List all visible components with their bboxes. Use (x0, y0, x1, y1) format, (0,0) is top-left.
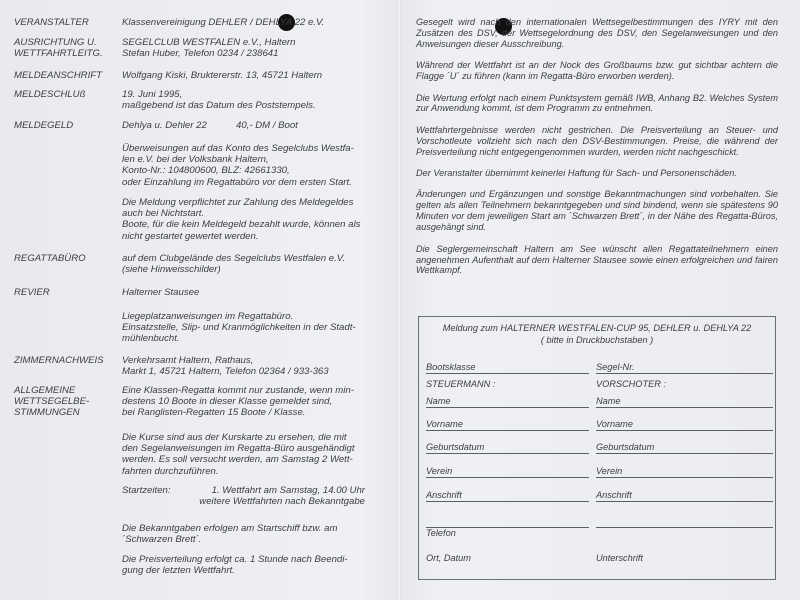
value-line: Boote, für die kein Meldegeld bezahlt wurde, können als (122, 219, 361, 231)
value-line: Einsatzstelle, Slip- und Kranmöglichkeiten in der Stadt- (122, 322, 356, 334)
row-value (122, 37, 390, 59)
field-label: Name (596, 396, 621, 406)
value-line: (siehe Hinweisschilder) (122, 264, 221, 276)
paragraph: Wettfahrtergebnisse werden nicht gestrichen. Die Preisverteilung an Steuer- und Vorschotleute vollzieht sich nach den DSV-Bestimmungen. Preise, die während der Preisverteilung nicht entgegengenommen wurden, werden nicht nachgeschickt. (416, 124, 778, 157)
field-label: Anschrift (426, 490, 462, 500)
fold-line (397, 0, 401, 600)
label-line: VERANSTALTER (14, 17, 89, 28)
row-label (14, 355, 114, 366)
field-label: Verein (596, 466, 623, 476)
label-line: ALLGEMEINE (14, 385, 76, 396)
phone-field[interactable] (426, 527, 589, 539)
row-label (14, 385, 114, 419)
helm-header: STEUERMANN : (426, 379, 496, 389)
field-label: Segel-Nr. (596, 362, 635, 372)
row-label (14, 70, 114, 81)
value-line: Startzeiten: (122, 485, 171, 496)
field-label: Telefon (426, 528, 456, 538)
paragraph: Die Seglergemeinschaft Haltern am See wünscht allen Regattateilnehmern einen angenehmen Aufenthalt auf dem Halterner Stausee sowie einen erfolgreichen und fairen Wettkampf. (416, 243, 778, 276)
value-line: gung der letzten Wettfahrt. (122, 565, 235, 577)
row-value (122, 287, 390, 298)
label-line: REGATTABÜRO (14, 253, 86, 264)
crew-vorname-field[interactable] (596, 418, 773, 431)
helm-vorname-field[interactable] (426, 418, 589, 431)
crew-verein-field[interactable] (596, 465, 773, 478)
value-line: 19. Juni 1995, (122, 89, 183, 100)
value-line: Die Meldung verpflichtet zur Zahlung des Meldegeldes (122, 197, 354, 208)
value-line: den Segelanweisungen im Regatta-Büro ausgehändigt (122, 443, 355, 455)
row-value (122, 197, 390, 242)
value-line: nicht gestartet gewertet werden. (122, 230, 259, 242)
field-label: Name (426, 396, 451, 406)
crew-address-line2[interactable] (596, 515, 773, 528)
row-value (122, 432, 390, 477)
paragraph: Der Veranstalter übernimmt keinerlei Haftung für Sach- und Personenschäden. (416, 168, 737, 179)
paragraph: Gesegelt wird nach den internationalen Wettsegelbestimmungen des IYRY mit den Zusätzen des DSV, der Wettsegelordnung des DSV, den Segelanweisungen und den Anweisungen dieser Ausschreibung. (416, 17, 778, 49)
label-line: ZIMMERNACHWEIS (14, 355, 104, 366)
row-label (14, 253, 114, 264)
row-value (122, 17, 390, 28)
value-line: auf dem Clubgelände des Segelclubs Westfalen e.V. (122, 253, 346, 264)
row-label (14, 287, 114, 298)
field-label: Vorname (426, 419, 463, 429)
value-line: weitere Wettfahrten nach Bekanntgabe (199, 496, 365, 508)
value-line: Eine Klassen-Regatta kommt nur zustande, wenn min- (122, 385, 354, 396)
value-line: 1. Wettfahrt am Samstag, 14.00 Uhr (211, 485, 365, 496)
label-line: MELDESCHLUß (14, 89, 86, 100)
value-line: 40,- DM / Boot (236, 120, 298, 131)
value-line: Verkehrsamt Haltern, Rathaus, (122, 355, 254, 366)
crew-header: VORSCHOTER : (596, 379, 666, 389)
row-value (122, 554, 390, 576)
value-line: Die Preisverteilung erfolgt ca. 1 Stunde nach Beendi- (122, 554, 348, 565)
label-line: WETTSEGELBE- (14, 396, 90, 408)
form-subtitle: ( bitte in Druckbuchstaben ) (540, 334, 654, 345)
value-line: werden. Es soll versucht werden, am Samstag 2 Wett- (122, 454, 353, 466)
paragraph: Die Wertung erfolgt nach einem Punktsystem gemäß IWB, Anhang B2. Welches System zur Anwendung kommt, ist dem Programm zu entnehmen. (416, 92, 778, 114)
label-line: STIMMUNGEN (14, 407, 80, 419)
row-value (122, 311, 390, 345)
helm-anschrift-field[interactable] (426, 489, 589, 502)
label-line: WETTFAHRTLEITG. (14, 48, 103, 60)
field-label: Verein (426, 466, 453, 476)
row-label (14, 17, 114, 28)
row-value (122, 70, 390, 81)
row-value (122, 523, 390, 545)
label-line: MELDEANSCHRIFT (14, 70, 102, 81)
label-line: REVIER (14, 287, 50, 298)
value-line: auch bei Nichtstart. (122, 208, 205, 220)
value-line: Stefan Huber, Telefon 0234 / 238641 (122, 48, 279, 60)
row-label (14, 120, 114, 131)
label-line: AUSRICHTUNG U. (14, 37, 97, 48)
helm-name-field[interactable] (426, 395, 589, 408)
row-value (122, 253, 390, 275)
label-line: MELDEGELD (14, 120, 74, 131)
value-line: Überweisungen auf das Konto des Segelclubs Westfa- (122, 143, 354, 154)
helm-verein-field[interactable] (426, 465, 589, 478)
value-line: Klassenvereinigung DEHLER / DEHLYA 22 e.V. (122, 17, 325, 28)
field-label: Ort, Datum (426, 553, 471, 563)
place-date-field[interactable] (426, 552, 589, 564)
field-label: Bootsklasse (426, 362, 476, 372)
value-line: SEGELCLUB WESTFALEN e.V., Haltern (122, 37, 296, 48)
helm-geburtsdatum-field[interactable] (426, 441, 589, 454)
field-label: Unterschrift (596, 553, 643, 563)
row-value (122, 120, 390, 131)
value-line: bei Ranglisten-Regatten 15 Boote / Klasse. (122, 407, 306, 419)
row-label (14, 89, 114, 100)
field-label: Geburtsdatum (596, 442, 655, 452)
value-line: oder Einzahlung im Regattabüro vor dem ersten Start. (122, 176, 352, 188)
form-title (419, 323, 775, 346)
row-value (122, 485, 390, 507)
value-line: Markt 1, 45721 Haltern, Telefon 02364 / 933-363 (122, 366, 329, 378)
value-line: Liegeplatzanweisungen im Regattabüro. (122, 311, 294, 322)
field-label: Anschrift (596, 490, 632, 500)
sail-number-field[interactable] (596, 361, 773, 374)
value-line: Dehlya u. Dehler 22 (122, 120, 207, 131)
value-line: Halterner Stausee (122, 287, 200, 298)
row-value (122, 355, 390, 377)
row-value (122, 143, 390, 188)
row-label (14, 37, 114, 59)
value-line: Die Kurse sind aus der Kurskarte zu ersehen, die mit (122, 432, 347, 443)
crew-name-field[interactable] (596, 395, 773, 408)
paragraph: Änderungen und Ergänzungen und sonstige Bekanntmachungen sind vorbehalten. Sie gelten als allen Teilnehmern bekanntgegeben und sind bindend, wenn sie spätestens 90 Minuten vor dem jeweiligen Start am ´Schwarzen Brett´, in der Nähe des Regatta-Büros, ausgehängt sind. (416, 189, 778, 233)
field-label: Geburtsdatum (426, 442, 485, 452)
paragraph: Während der Wettfahrt ist an der Nock des Großbaums bzw. gut sichtbar achtern die Flagge ´U´ zu führen (kann im Regatta-Büro erworben werden). (416, 60, 778, 82)
crew-geburtsdatum-field[interactable] (596, 441, 773, 454)
row-value (122, 385, 390, 419)
boat-class-field[interactable] (426, 361, 589, 374)
value-line: Die Bekanntgaben erfolgen am Startschiff bzw. am (122, 523, 338, 534)
entry-form (418, 316, 776, 580)
form-title-text: Meldung zum HALTERNER WESTFALEN-CUP 95, DEHLER u. DEHLYA 22 (442, 323, 752, 333)
signature-field[interactable] (596, 552, 773, 564)
row-value (122, 89, 390, 111)
value-line: mühlenbucht. (122, 333, 180, 345)
value-line: ´Schwarzen Brett´. (122, 534, 202, 546)
value-line: maßgebend ist das Datum des Poststempels. (122, 100, 316, 112)
value-line: fahrten durchzuführen. (122, 465, 219, 477)
value-line: Wolfgang Kiski, Bruktererstr. 13, 45721 Haltern (122, 70, 323, 81)
crew-anschrift-field[interactable] (596, 489, 773, 502)
right-column (416, 17, 778, 287)
value-line: len e.V. bei der Volksbank Haltern, (122, 154, 269, 166)
field-label: Vorname (596, 419, 633, 429)
value-line: destens 10 Boote in dieser Klasse gemeldet sind, (122, 396, 333, 408)
value-line: Konto-Nr.: 104800600, BLZ: 42661330, (122, 165, 290, 177)
